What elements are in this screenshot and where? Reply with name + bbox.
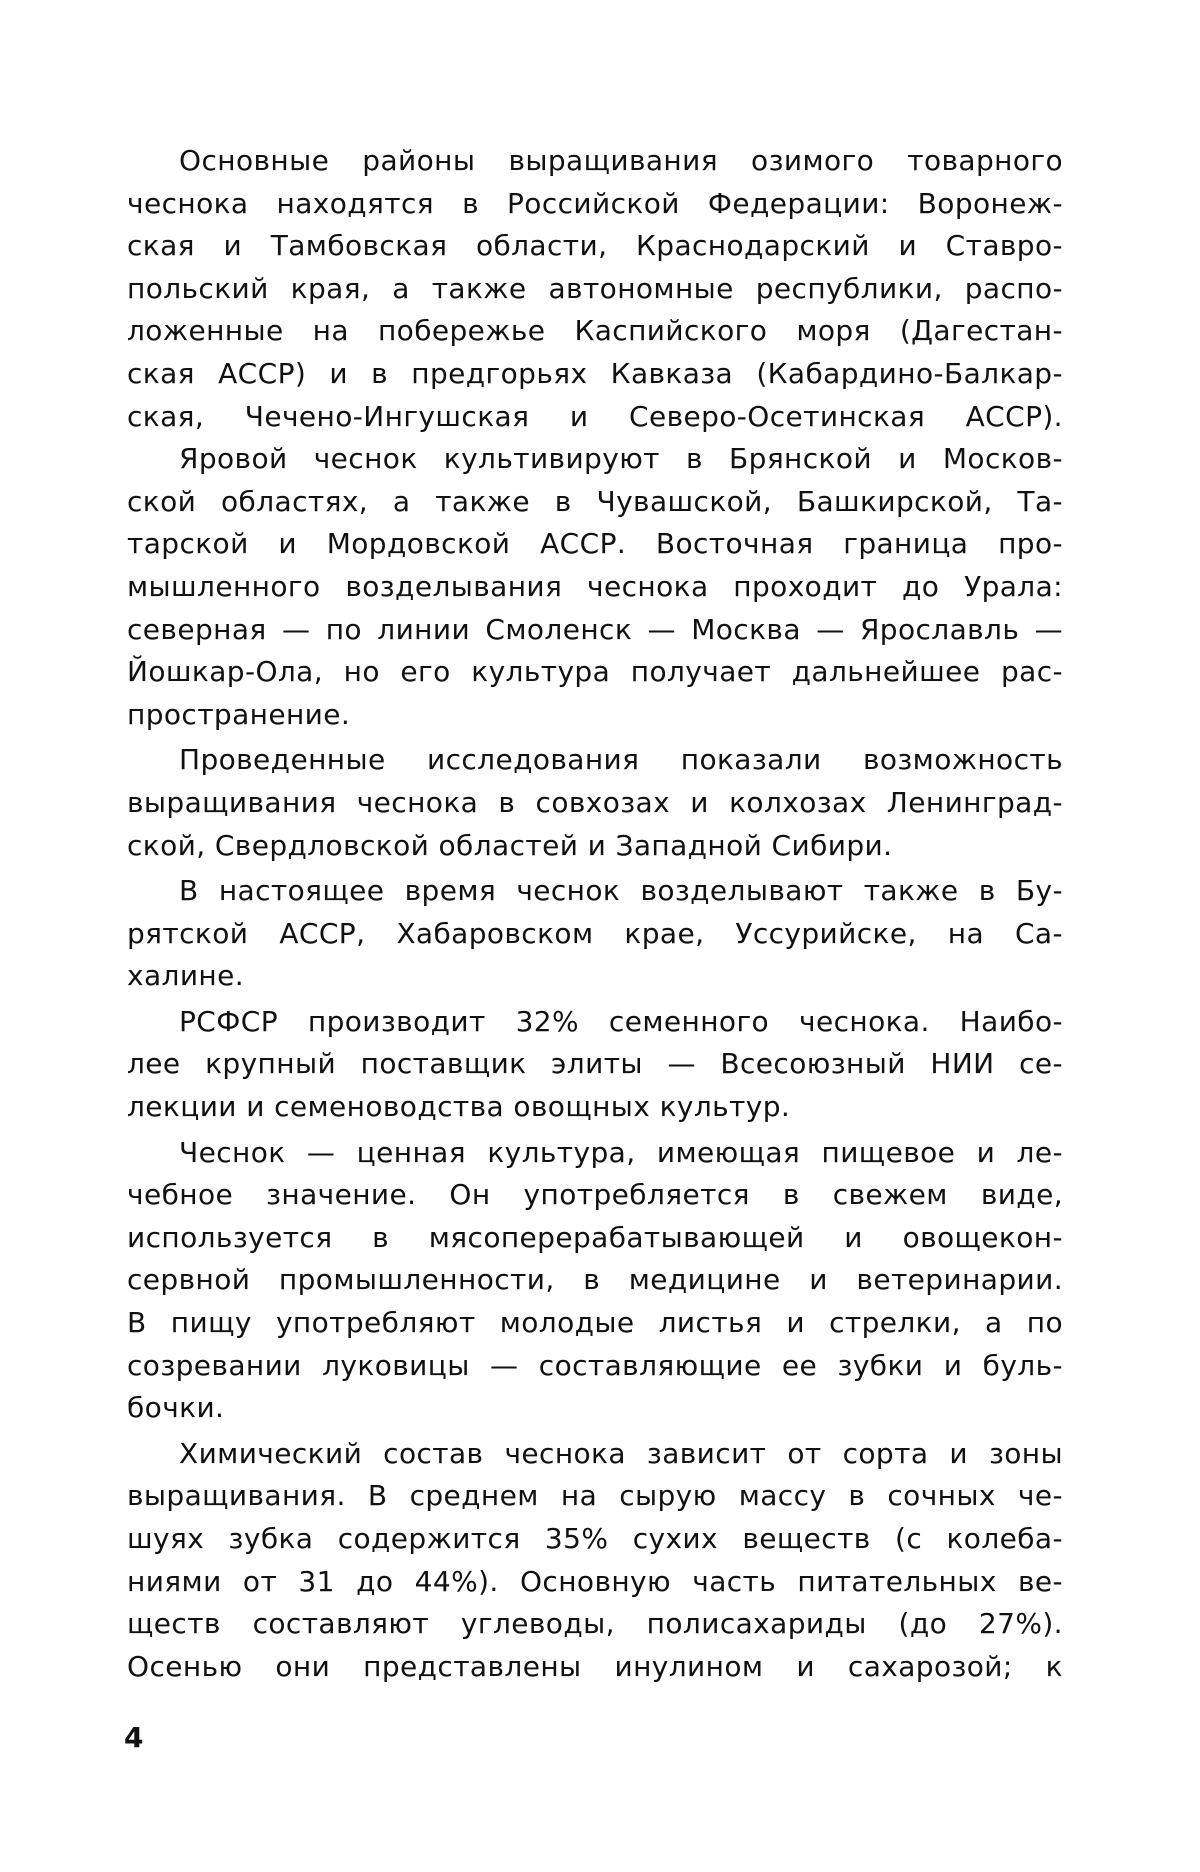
text-line: чебное значение. Он употребляется в свежем виде,: [127, 1178, 1063, 1212]
text-line: шуях зубка содержится 35% сухих веществ (с колеба-: [127, 1522, 1063, 1555]
page-number: 4: [124, 1721, 144, 1754]
text-line: Основные районы выращивания озимого товарного: [179, 144, 1063, 177]
text-line: В настоящее время чеснок возделывают также в Бу-: [179, 874, 1063, 908]
paragraph-7: [127, 1433, 1063, 1689]
text-line: созревании луковицы — составляющие ее зубки и буль-: [127, 1348, 1063, 1382]
paragraph-1: [127, 140, 1063, 438]
text-line: тарской и Мордовской АССР. Восточная граница про-: [127, 527, 1063, 561]
text-line: Химический состав чеснока зависит от сорта и зоны: [179, 1436, 1063, 1470]
text-line: рятской АССР, Хабаровском крае, Уссурийске, на Са-: [127, 916, 1063, 950]
text-line: лее крупный поставщик элиты — Всесоюзный НИИ се-: [127, 1047, 1063, 1081]
text-line: халине.: [127, 959, 245, 993]
text-line: ская и Тамбовская области, Краснодарский и Ставро-: [127, 229, 1063, 263]
page-body: [127, 140, 1063, 1688]
text-line: В пищу употребляют молодые листья и стрелки, а по: [127, 1306, 1063, 1340]
text-line: сервной промышленности, в медицине и ветеринарии.: [127, 1263, 1063, 1297]
text-line: выращивания. В среднем на сырую массу в сочных че-: [127, 1479, 1063, 1513]
text-line: польский края, а также автономные республики, распо-: [127, 271, 1063, 305]
text-line: ской областях, а также в Чувашской, Башкирской, Та-: [127, 484, 1063, 518]
text-line: ложенные на побережье Каспийского моря (Дагестан-: [127, 314, 1063, 348]
text-line: Проведенные исследования показали возможность: [179, 743, 1063, 777]
text-line: Чеснок — ценная культура, имеющая пищевое и ле-: [179, 1135, 1063, 1169]
text-line: Йошкар-Ола, но его культура получает дальнейшее рас-: [127, 655, 1063, 689]
text-line: северная — по линии Смоленск — Москва — Ярославль —: [127, 612, 1063, 646]
text-line: Осенью они представлены инулином и сахарозой; к: [127, 1649, 1063, 1683]
text-line: Яровой чеснок культивируют в Брянской и Москов-: [179, 442, 1063, 476]
text-line: ская АССР) и в предгорьях Кавказа (Кабардино-Балкар-: [127, 356, 1063, 390]
text-line: лекции и семеноводства овощных культур.: [127, 1090, 791, 1124]
text-line: чеснока находятся в Российской Федерации: Воронеж-: [127, 186, 1063, 220]
text-line: ществ составляют углеводы, полисахариды (до 27%).: [127, 1607, 1063, 1641]
paragraph-6: [127, 1132, 1063, 1430]
text-line: ская, Чечено-Ингушская и Северо-Осетинская АССР).: [127, 399, 1063, 433]
text-line: выращивания чеснока в совхозах и колхозах Ленинград-: [127, 785, 1063, 819]
text-line: пространение.: [127, 697, 351, 731]
text-line: мышленного возделывания чеснока проходит до Урала:: [127, 569, 1063, 603]
text-line: ниями от 31 до 44%). Основную часть питательных ве-: [127, 1564, 1063, 1598]
text-line: используется в мясоперерабатывающей и овощекон-: [127, 1220, 1063, 1254]
text-line: РСФСР производит 32% семенного чеснока. Наибо-: [179, 1004, 1063, 1038]
paragraph-3: [127, 739, 1063, 867]
paragraph-2: [127, 438, 1063, 736]
text-line: бочки.: [127, 1391, 225, 1425]
text-line: ской, Свердловской областей и Западной Сибири.: [127, 828, 893, 862]
paragraph-5: [127, 1001, 1063, 1129]
paragraph-4: [127, 870, 1063, 998]
